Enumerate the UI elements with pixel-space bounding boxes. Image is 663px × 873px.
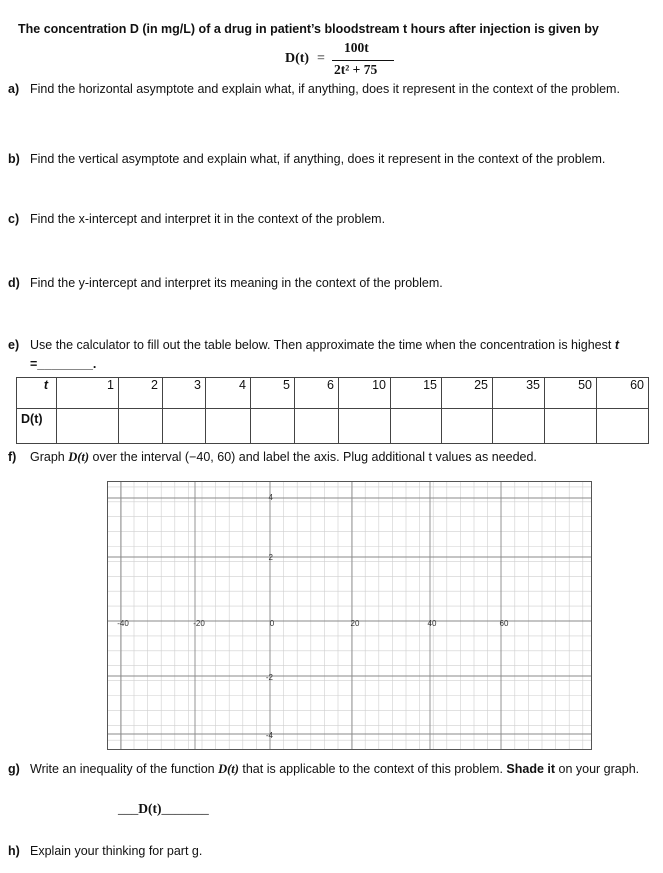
d-row <box>17 409 649 444</box>
function-name: D(t) <box>218 762 239 776</box>
question-label: b) <box>8 152 20 166</box>
graph-border <box>108 482 592 750</box>
d-cell[interactable] <box>295 409 339 444</box>
question-label: h) <box>8 844 20 858</box>
values-table <box>16 377 649 444</box>
y-tick-label: 2 <box>268 553 273 562</box>
formula <box>282 40 442 84</box>
d-cell[interactable] <box>391 409 442 444</box>
function-name: D(t) <box>68 450 90 464</box>
answer-blank[interactable]: =________. <box>30 357 97 371</box>
t-cell: 5 <box>251 378 295 409</box>
formula-denominator: 2t² + 75 <box>334 62 378 77</box>
question-d <box>8 274 648 293</box>
d-cell[interactable] <box>251 409 295 444</box>
question-text: Use the calculator to fill out the table below. Then approximate the time when the concentration is highest t =________. <box>30 338 620 371</box>
d-cell[interactable] <box>119 409 163 444</box>
t-cell: 4 <box>206 378 251 409</box>
question-text: Find the vertical asymptote and explain what, if anything, does it represent in the context of the problem. <box>30 152 606 166</box>
d-cell[interactable] <box>206 409 251 444</box>
question-label: d) <box>8 276 20 290</box>
graph-grid[interactable] <box>107 481 592 750</box>
minor-gridlines <box>107 481 592 750</box>
t-cell: 10 <box>339 378 391 409</box>
y-tick-label: 4 <box>268 493 273 502</box>
d-cell[interactable] <box>442 409 493 444</box>
question-text: Graph D(t) over the interval (−40, 60) and label the axis. Plug additional t values as needed. <box>30 450 537 464</box>
d-cell[interactable] <box>163 409 206 444</box>
question-c <box>8 210 648 229</box>
inequality-blank[interactable]: ___D(t)_______ <box>118 801 209 816</box>
y-tick-label: -2 <box>265 673 273 682</box>
d-cell[interactable] <box>597 409 649 444</box>
shade-instruction: Shade it <box>506 762 556 776</box>
t-cell: 15 <box>391 378 442 409</box>
question-f <box>8 448 648 467</box>
question-text: Find the horizontal asymptote and explain what, if anything, does it represent in the context of the problem. <box>30 82 620 96</box>
t-cell: 60 <box>597 378 649 409</box>
x-tick-label: 0 <box>269 619 275 628</box>
t-cell: 6 <box>295 378 339 409</box>
t-cell: 50 <box>545 378 597 409</box>
t-label: t <box>614 338 620 352</box>
question-label: g) <box>8 762 20 776</box>
question-label: c) <box>8 212 20 226</box>
t-cell: 2 <box>119 378 163 409</box>
question-text: Find the y-intercept and interpret its meaning in the context of the problem. <box>30 276 443 290</box>
question-label: e) <box>8 338 20 352</box>
d-cell[interactable] <box>493 409 545 444</box>
question-b <box>8 150 648 169</box>
t-cell: 35 <box>493 378 545 409</box>
t-cell: 1 <box>57 378 119 409</box>
question-g <box>8 760 648 779</box>
x-tick-label: 40 <box>427 619 437 628</box>
d-cell[interactable] <box>57 409 119 444</box>
t-cell: 3 <box>163 378 206 409</box>
x-tick-label: -20 <box>193 619 205 628</box>
t-cell: 25 <box>442 378 493 409</box>
question-text: Find the x-intercept and interpret it in the context of the problem. <box>30 212 386 226</box>
major-gridlines <box>107 481 592 750</box>
x-tick-label: 20 <box>350 619 360 628</box>
question-e <box>8 336 648 374</box>
y-tick-label: -4 <box>265 731 273 740</box>
d-cell[interactable] <box>339 409 391 444</box>
question-h <box>8 842 648 861</box>
x-tick-label: -40 <box>117 619 129 628</box>
t-header: t <box>17 378 57 409</box>
formula-lhs: D(t) <box>285 51 310 66</box>
question-label: f) <box>8 450 17 464</box>
d-cell[interactable] <box>545 409 597 444</box>
fraction-bar <box>332 60 394 61</box>
t-row <box>17 378 649 409</box>
formula-equals: = <box>317 51 325 66</box>
problem-title: The concentration D (in mg/L) of a drug in patient’s bloodstream t hours after injection is given by <box>18 22 599 36</box>
question-a <box>8 80 648 99</box>
formula-numerator: 100t <box>344 40 369 55</box>
x-tick-label: 60 <box>499 619 509 628</box>
d-header: D(t) <box>17 409 57 444</box>
question-label: a) <box>8 82 20 96</box>
question-text: Write an inequality of the function D(t) that is applicable to the context of this problem. Shade it on your graph. <box>30 762 640 776</box>
question-text: Explain your thinking for part g. <box>30 844 203 858</box>
